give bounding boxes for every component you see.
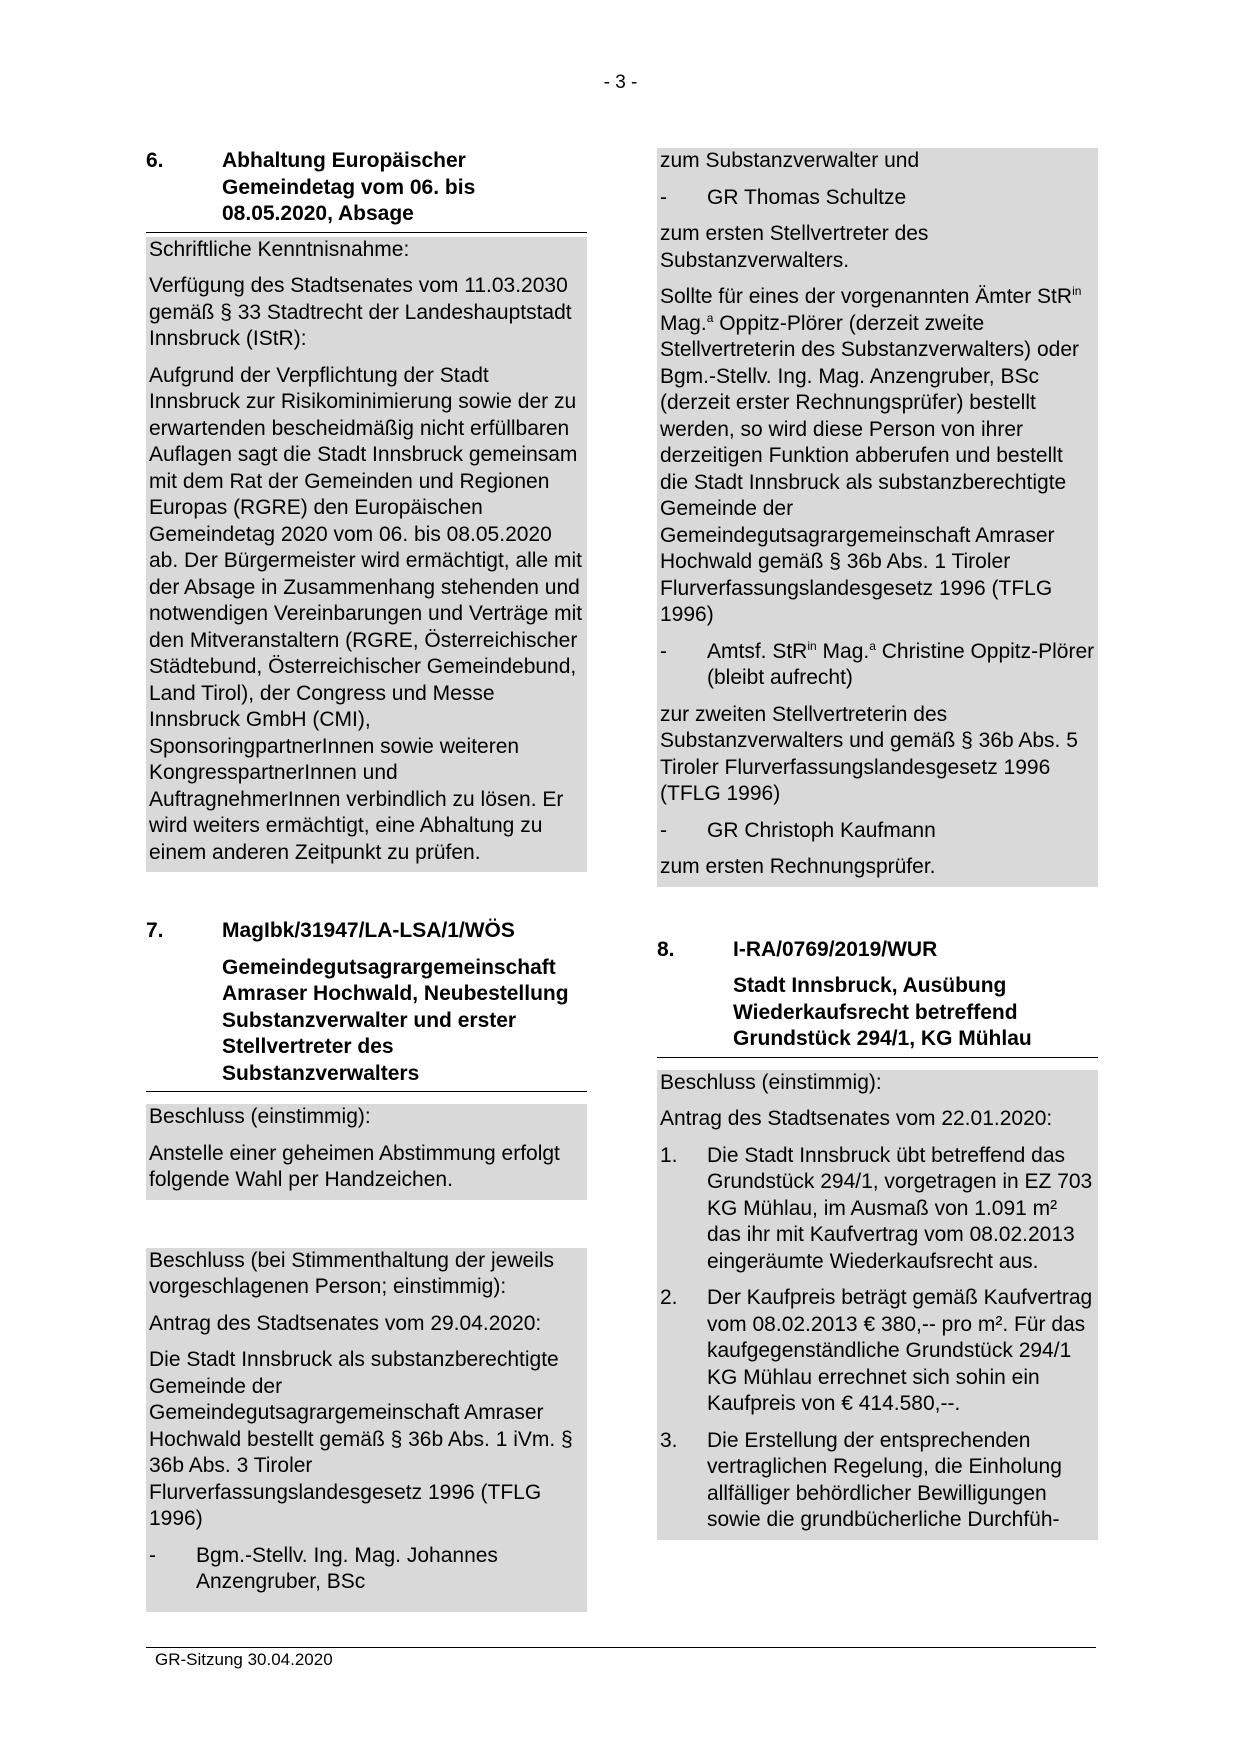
section-7-title: Gemeindegutsagrargemeinschaft Amraser Hochwald, Neubestellung Substanzverwalter und erster Stellvertreter des Substanzverwalters <box>222 955 569 1085</box>
section-7-motion: Antrag des Stadtsenates vom 29.04.2020: <box>149 1311 542 1335</box>
list-marker: - <box>660 185 667 209</box>
section-8-title: Stadt Innsbruck, Ausübung Wiederkaufsrecht betreffend Grundstück 294/1, KG Mühlau <box>733 974 1032 1050</box>
list-text: Die Stadt Innsbruck übt betreffend das Grundstück 294/1, vorgetragen in EZ 703 KG Mühlau, im Ausmaß von 1.091 m² das ihr mit Kaufvertrag vom 08.02.2013 eingeräumte Wiederkaufsrecht aus. <box>707 1143 1093 1273</box>
section-8-number: 8. <box>657 937 675 961</box>
section-8-motion: Antrag des Stadtsenates vom 22.01.2020: <box>660 1107 1053 1130</box>
list-marker: - <box>660 818 667 842</box>
list-item <box>660 1285 1095 1418</box>
list-text: GR Christoph Kaufmann <box>707 818 936 842</box>
list-text: Die Erstellung der entsprechenden vertraglichen Regelung, die Einholung allfälliger behördlicher Bewilligungen sowie die grundbücherliche Durchfüh- <box>707 1428 1062 1531</box>
continued-text-5: zum ersten Rechnungsprüfer. <box>660 855 936 878</box>
section-7 <box>146 918 587 1612</box>
section-8-box <box>657 1070 1098 1540</box>
list-item <box>660 185 1095 212</box>
continued-text-4: zur zweiten Stellvertreterin des Substanzverwalters und gemäß § 36b Abs. 5 Tiroler Flurverfassungslandesgesetz 1996 (TFLG 1996) <box>660 702 1078 805</box>
section-6 <box>146 148 587 872</box>
section-6-number: 6. <box>146 149 164 172</box>
list-item <box>660 1428 1095 1534</box>
page-number: - 3 - <box>603 72 638 93</box>
list-number: 1. <box>660 1143 678 1167</box>
section-6-title: Abhaltung Europäischer Gemeindetag vom 06. bis 08.05.2020, Absage <box>222 149 476 225</box>
section-7-code: MagIbk/31947/LA-LSA/1/WÖS <box>222 919 515 942</box>
left-column <box>146 148 587 1612</box>
section-7-text: Die Stadt Innsbruck als substanzberechtigte Gemeinde der Gemeindegutsagrargemeinschaft Amraser Hochwald bestellt gemäß § 36b Abs. 1 iVm. § 36b Abs. 3 Tiroler Flurverfassungslandesgesetz 1996 (TFLG 1996) <box>149 1348 573 1530</box>
section-8-code: I-RA/0769/2019/WUR <box>733 937 938 961</box>
list-item <box>660 639 1095 692</box>
continued-text-3: Sollte für eines der vorgenannten Ämter StR$^{in}$ Mag.$^a$ Oppitz-Plörer (derzeit zweite Stellvertreterin des Substanzverwalters) oder Bgm.-Stellv. Ing. Mag. Anzengruber, BSc (derzeit erster Rechnungsprüfer) bestellt werden, so wird diese Person von ihrer derzeitigen Funktion abberufen und bestellt die Stadt Innsbruck als substanzberechtigte Gemeinde der Gemeindegutsagrargemeinschaft Amraser Hochwald gemäß § 36b Abs. 1 Tiroler Flurverfassungslandesgesetz 1996 (TFLG 1996) <box>660 284 1082 626</box>
continued-text-1: zum Substanzverwalter und <box>660 149 920 172</box>
section-8-resolution: Beschluss (einstimmig): <box>660 1070 882 1094</box>
section-8 <box>657 937 1098 1540</box>
section-6-rule <box>146 232 587 233</box>
list-number: 3. <box>660 1428 678 1452</box>
section-6-text: Aufgrund der Verpflichtung der Stadt Innsbruck zur Risikominimierung sowie der zu erwartenden bescheidmäßig nicht erfüllbaren Auflagen sagt die Stadt Innsbruck gemeinsam mit dem Rat der Gemeinden und Regionen Europas (RGRE) den Europäischen Gemeindetag 2020 vom 06. bis 08.05.2020 ab. Der Bürgermeister wird ermächtigt, alle mit der Absage in Zusammenhang stehenden und notwendigen Vereinbarungen und Verträge mit den Mitveranstaltern (RGRE, Österreichischer Städtebund, Österreichischer Gemeindebund, Land Tirol), der Congress und Messe Innsbruck GmbH (CMI), SponsoringpartnerInnen sowie weiteren KongresspartnerInnen und AuftragnehmerInnen verbindlich zu lösen. Er wird weiters ermächtigt, eine Abhaltung zu einem anderen Zeitpunkt zu prüfen. <box>149 363 583 864</box>
section-6-decree: Verfügung des Stadtsenates vom 11.03.2030 gemäß § 33 Stadtrecht der Landeshauptstadt Innsbruck (IStR): <box>149 274 572 350</box>
continued-text-2: zum ersten Stellvertreter des Substanzverwalters. <box>660 222 929 272</box>
section-7-resolution-2: Beschluss (bei Stimmenthaltung der jeweils vorgeschlagenen Person; einstimmig): <box>149 1248 555 1298</box>
list-text: Der Kaufpreis beträgt gemäß Kaufvertrag vom 08.02.2013 € 380,-- pro m². Für das kaufgegenständliche Grundstück 294/1 KG Mühlau errechnet sich sohin ein Kaufpreis von € 414.580,--. <box>707 1286 1093 1415</box>
section-7-continued-box <box>657 148 1098 887</box>
list-item <box>660 1143 1095 1276</box>
list-text: Bgm.-Stellv. Ing. Mag. Johannes Anzengruber, BSc <box>196 1543 498 1593</box>
list-marker: - <box>149 1543 156 1567</box>
list-text: Amtsf. StR$^{in}$ Mag.$^a$ Christine Oppitz-Plörer (bleibt aufrecht) <box>707 638 1095 689</box>
list-number: 2. <box>660 1286 678 1309</box>
footer-rule <box>146 1647 1096 1648</box>
section-7-vote-text: Anstelle einer geheimen Abstimmung erfolgt folgende Wahl per Handzeichen. <box>149 1141 560 1191</box>
footer: GR-Sitzung 30.04.2020 <box>155 1650 333 1669</box>
list-text: GR Thomas Schultze <box>707 185 907 209</box>
section-8-rule <box>657 1057 1098 1058</box>
section-7-number: 7. <box>146 919 164 942</box>
section-6-box <box>146 237 587 873</box>
section-7-resolution-1: Beschluss (einstimmig): <box>149 1105 371 1128</box>
right-column <box>657 148 1098 1540</box>
list-item <box>149 1543 584 1596</box>
section-7-box-1 <box>146 1104 587 1200</box>
section-6-label: Schriftliche Kenntnisnahme: <box>149 237 410 261</box>
section-7-rule <box>146 1091 587 1092</box>
list-marker: - <box>660 639 667 663</box>
section-7-box-2 <box>146 1248 587 1612</box>
list-item <box>660 818 1095 845</box>
